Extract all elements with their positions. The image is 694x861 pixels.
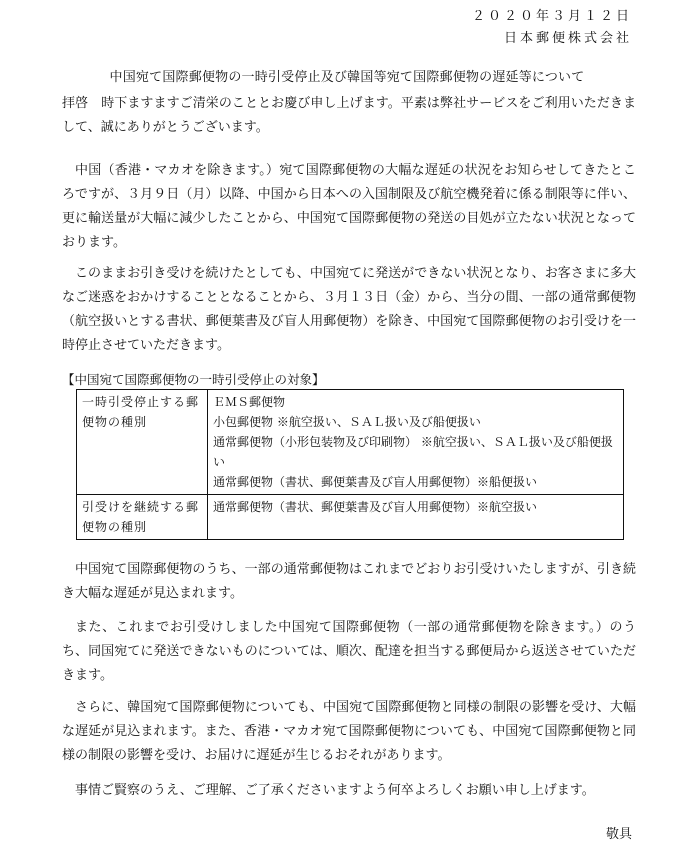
body-paragraph-1: 中国（香港・マカオを除きます。）宛て国際郵便物の大幅な遅延の状況をお知らせしてきたところですが、３月９日（月）以降、中国から日本への入国制限及び航空機発着に係る制限等に伴い、更に輸送量が大幅に減少したことから、中国宛て国際郵便物の発送の目処が立たない状況となっております。 [62,163,636,250]
row-label-suspended: 一時引受停止する郵便物の種別 [77,390,208,495]
issue-date: ２０２０年３月１２日 [471,9,632,24]
closing-word: 敬具 [605,827,632,842]
list-item: ＥＭＳ郵便物 [213,395,286,409]
company-name: 日本郵便株式会社 [503,31,632,46]
document-title: 中国宛て国際郵便物の一時引受停止及び韓国等宛て国際郵便物の遅延等について [109,70,585,85]
letter-header [472,6,632,50]
list-item: 通常郵便物（書状、郵便葉書及び盲人用郵便物）※船便扱い [213,475,538,489]
table-section-label: 【中国宛て国際郵便物の一時引受停止の対象】 [62,372,325,387]
list-item: 通常郵便物（書状、郵便葉書及び盲人用郵便物）※航空扱い [213,500,538,514]
row-content-suspended [208,390,624,495]
suspension-target-table [76,389,624,540]
greeting-paragraph: 拝啓 時下ますますご清栄のこととお慶び申し上げます。平素は弊社サービスをご利用いただきまして、誠にありがとうございます。 [62,96,636,135]
table-row [77,390,624,495]
body-paragraph-4: また、これまでお引受けしました中国宛て国際郵便物（一部の通常郵便物を除きます。）のうち、同国宛てに発送できないものについては、順次、配達を担当する郵便局から返送させていただきます。 [62,620,636,683]
row-content-continued [208,495,624,540]
list-item: 通常郵便物（小形包装物及び印刷物） ※航空扱い、ＳＡＬ扱い及び船便扱い [213,435,613,469]
row-label-continued: 引受けを継続する郵便物の種別 [77,495,208,540]
list-item: 小包郵便物 ※航空扱い、ＳＡＬ扱い及び船便扱い [213,415,481,429]
body-paragraph-6: 事情ご賢察のうえ、ご理解、ご了承くださいますよう何卒よろしくお願い申し上げます。 [75,783,595,798]
body-paragraph-3: 中国宛て国際郵便物のうち、一部の通常郵便物はこれまでどおりお引受けいたしますが、引き続き大幅な遅延が見込まれます。 [62,562,636,601]
body-paragraph-2: このままお引き受けを続けたとしても、中国宛てに発送ができない状況となり、お客さまに多大なご迷惑をおかけすることとなることから、３月１３日（金）から、当分の間、一部の通常郵便物（航空扱いとする書状、郵便葉書及び盲人用郵便物）を除き、中国宛て国際郵便物のお引受けを一時停止させていただきます。 [62,266,636,353]
table-row [77,495,624,540]
body-paragraph-5: さらに、韓国宛て国際郵便物についても、中国宛て国際郵便物と同様の制限の影響を受け、大幅な遅延が見込まれます。また、香港・マカオ宛て国際郵便物についても、中国宛て国際郵便物と同様の制限の影響を受け、お届けに遅延が生じるおそれがあります。 [62,700,636,763]
